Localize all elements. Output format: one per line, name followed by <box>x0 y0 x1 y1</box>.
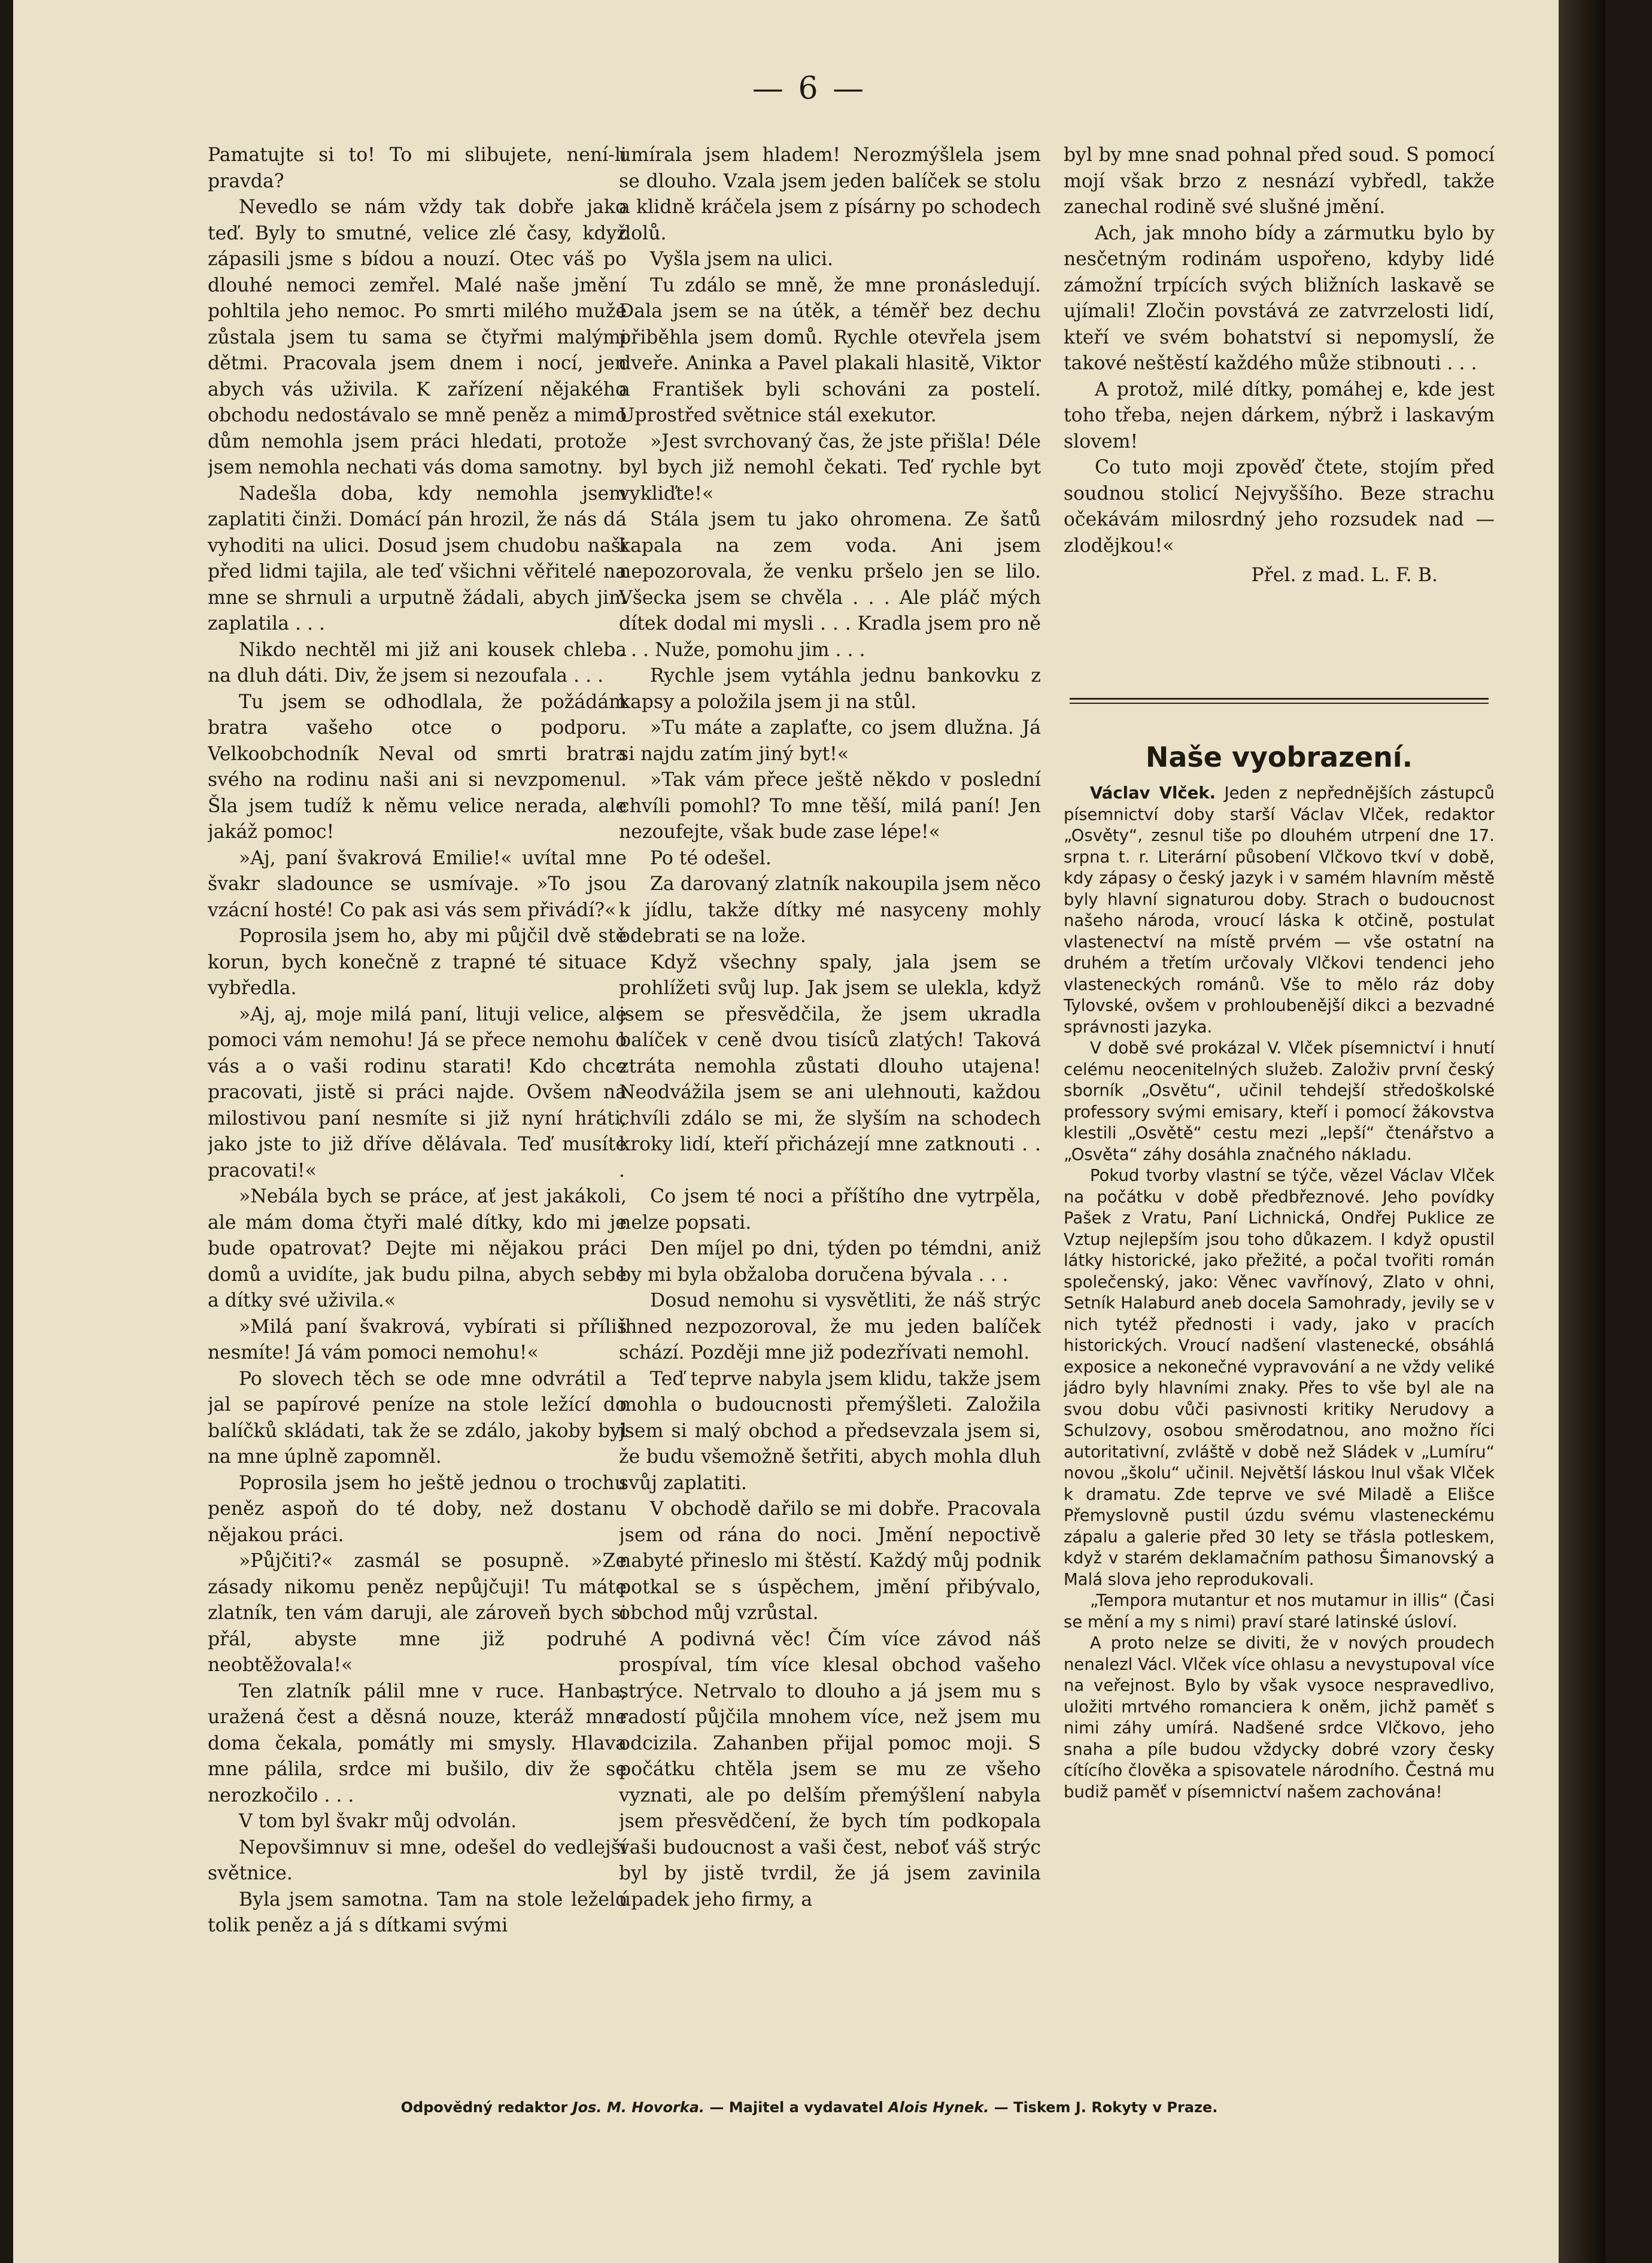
column-1 <box>208 142 627 2058</box>
footer-text: Odpovědný redaktor <box>400 2099 573 2116</box>
paragraph: A podivná věc! Čím více závod náš prospíval, tím více klesal obchod vašeho strýce. Netrvalo to dlouho a já jsem mu s radostí půjčila mnohem více, než jsem mu odcizila. Zahanben přijal pomoc moji. S počátku chtěla jsem se mu ze všeho vyznati, ale po delším přemýšlení nabyla jsem přesvědčení, že bych tím podkopala vaši budoucnost a vaši čest, neboť váš strýc byl by jistě tvrdil, že já jsem zavinila úpadek jeho firmy, a <box>619 1628 1041 1910</box>
paragraph: V tom byl švakr můj odvolán. <box>239 1811 517 1832</box>
paragraph: Nadešla doba, kdy nemohla jsem zaplatiti činži. Domácí pán hrozil, že nás dá vyhoditi na ulici. Dosud jsem chudobu naši před lidmi tajila, ale teď všichni věřitelé na mne se shrnuli a urputně žádali, abych jim zaplatila . . . <box>208 482 627 634</box>
paragraph: V obchodě dařilo se mi dobře. Pracovala jsem od rána do noci. Jmění nepoctivě nabyté přineslo mi štěstí. Každý můj podnik potkal se s úspěchem, jmění přibývalo, obchod můj vzrůstal. <box>619 1498 1041 1624</box>
editor-name: Jos. M. Hovorka. <box>572 2099 705 2116</box>
person-name: Václav Vlček. <box>1090 783 1216 803</box>
paragraph: Nikdo nechtěl mi již ani kousek chleba na dluh dáti. Div, že jsem si nezoufala . . . <box>208 639 627 687</box>
paragraph: Ten zlatník pálil mne v ruce. Hanba, uražená čest a děsná nouze, kteráž mne doma čekala, pomátly mi smysly. Hlava mne pálila, srdce mi bušilo, div že se nerozkočilo . . . <box>208 1680 627 1806</box>
publisher-name: Alois Hynek. <box>888 2099 989 2116</box>
paragraph: Po té odešel. <box>650 847 772 869</box>
newspaper-page <box>13 0 1605 2263</box>
paragraph: Rychle jsem vytáhla jednu bankovku z kapsy a položila jsem ji na stůl. <box>619 665 1041 713</box>
imprint-footer <box>13 2099 1605 2116</box>
paragraph: Den míjel po dni, týden po témdni, aniž by mi byla obžaloba doručena bývala . . . <box>619 1238 1041 1286</box>
column-2 <box>619 142 1041 2058</box>
paragraph: umírala jsem hladem! Nerozmýšlela jsem se dlouho. Vzala jsem jeden balíček se stolu a klidně kráčela jsem z písárny po schodech dolů. <box>619 144 1041 244</box>
footer-text: — Majitel a vydavatel <box>704 2099 889 2116</box>
paragraph: Tu zdálo se mně, že mne pronásledují. Dala jsem se na útěk, a téměř bez dechu přiběhla jsem domů. Rychle otevřela jsem dveře. Aninka a Pavel plakali hlasitě, Viktor a František byli schováni za postelí. Uprostřed světnice stál exekutor. <box>619 274 1041 426</box>
page-number: — 6 — <box>752 71 867 107</box>
paragraph: Co jsem té noci a příštího dne vytrpěla, nelze popsati. <box>619 1186 1041 1234</box>
paragraph: A proto nelze se diviti, že v nových proudech nenalezl Václ. Vlček více ohlasu a nevystupoval více na veřejnost. Bylo by však vysoce nespravedlivo, uložiti mrtvého romanciera k oněm, jichž paměť s nimi záhy umírá. Nadšené srdce Vlčkovo, jeho snaha a píle budou vždycky dobré vzory česky cítícího člověka a spisovatele národního. Čestná mu budiž paměť v písemnictví našem zachována! <box>1064 1633 1495 1802</box>
section-divider <box>1070 698 1489 704</box>
paragraph: Nevedlo se nám vždy tak dobře jako teď. Byly to smutné, velice zlé časy, když zápasili jsme s bídou a nouzí. Otec váš po dlouhé nemoci zemřel. Malé naše jmění pohltila jeho nemoc. Po smrti milého muže zůstala jsem tu sama se čtyřmi malými dětmi. Pracovala jsem dnem i nocí, jen abych vás uživila. K zařízení nějakého obchodu nedostávalo se mně peněz a mimo dům nemohla jsem práci hledati, protože jsem nemohla nechati vás doma samotny. <box>208 196 627 478</box>
paragraph: Za darovaný zlatník nakoupila jsem něco k jídlu, takže dítky mé nasyceny mohly odebrati se na lože. <box>619 873 1041 947</box>
paragraph: »Tu máte a zaplaťte, co jsem dlužna. Já si najdu zatím jiný byt!« <box>619 717 1041 765</box>
paragraph: »Tak vám přece ještě někdo v poslední chvíli pomohl? To mne těší, milá paní! Jen nezoufejte, však bude zase lépe!« <box>619 769 1041 843</box>
paragraph: Byla jsem samotna. Tam na stole leželo tolik peněz a já s dítkami svými <box>208 1888 627 1936</box>
paragraph: byl by mne snad pohnal před soud. S pomocí mojí však brzo z nesnází vybředl, takže zanechal rodině své slušné jmění. <box>1064 144 1495 218</box>
paragraph: „Tempora mutantur et nos mutamur in illis“ (Časi se mění a my s nimi) praví staré latinské úsloví. <box>1064 1591 1495 1632</box>
translator-signature: Přel. z mad. L. F. B. <box>1251 564 1438 586</box>
paragraph: Vyšla jsem na ulici. <box>650 248 834 270</box>
paragraph: Pokud tvorby vlastní se týče, vězel Václav Vlček na počátku v době předbřeznové. Jeho povídky Pašek z Vratu, Paní Lichnická, Ondřej Puklice ze Vztup nejlepším jsou toho důkazem. I když opustil látky historické, jako přežité, a počal tvořiti román společenský, jako: Věnec vavřínový, Zlato v ohni, Setník Halaburd aneb docela Samohrady, jevily se v nich tytéž přednosti i vady, jako v pracích historických. Vroucí nadšení vlastenecké, obsáhlá exposice a nekonečné vypravování a ne vždy veliké jádro byly hlavními znaky. Přes to vše byl ale na svou dobu vůči pasivnosti kritiky Nerudovy a Schulzovy, osobou směrodatnou, ano možno říci autoritativní, zvláště v době než Sládek v „Lumíru“ novou „školu“ učinil. Největší láskou lnul však Vlček k dramatu. Zde teprve ve své Miladě a Elišce Přemyslovně pustil úzdu svému vlasteneckému zápalu a galerie před 30 lety se třásla potleskem, když v starém deklamačním pathosu Šimanovský a Malá slova jeho reprodukovali. <box>1064 1166 1495 1589</box>
paragraph: »Půjčiti?« zasmál se posupně. »Ze zásady nikomu peněz nepůjčuji! Tu máte zlatník, ten vám daruji, ale zároveň bych si přál, abyste mne již podruhé neobtěžovala!« <box>208 1550 627 1676</box>
section-heading: Naše vyobrazení. <box>1145 741 1413 773</box>
paragraph: Tu jsem se odhodlala, že požádám bratra vašeho otce o podporu. Velkoobchodník Neval od smrti bratra svého na rodinu naši ani si nevzpomenul. Šla jsem tudíž k němu velice nerada, ale jakáž pomoc! <box>208 691 627 843</box>
paragraph-text: Jeden z nepřednějších zástupců písemnictví doby starší Václav Vlček, redaktor „Osvěty“, zesnul tiše po dlouhém utrpení dne 17. srpna t. r. Literární působení Vlčkovo tkví v době, kdy zápasy o český jazyk i v samém hlavním městě byly hlavní signaturou doby. Strach o budoucnost našeho národa, vroucí láska k otčině, postulat vlastenectví na místě prvém — vše ostatní na druhém a třetím určovaly Vlčkovi tendenci jeho vlasteneckých románů. Vše to mělo ráz doby Tylovské, ovšem v prohloubenější dikci a bezvadné správnosti jazyka. <box>1064 783 1495 1037</box>
paragraph: »Milá paní švakrová, vybírati si příliš nesmíte! Já vám pomoci nemohu!« <box>208 1316 627 1363</box>
paragraph: »Aj, paní švakrová Emilie!« uvítal mne švakr sladounce se usmívaje. »To jsou vzácní hosté! Co pak asi vás sem přivádí?« <box>208 847 627 921</box>
paragraph: Po slovech těch se ode mne odvrátil a jal se papírové peníze na stole ležící do balíčků skládati, tak že se zdálo, jakoby byl na mne úplně zapomněl. <box>208 1368 627 1468</box>
paragraph: Poprosila jsem ho, aby mi půjčil dvě stě korun, bych konečně z trapné té situace vybředla. <box>208 925 627 999</box>
paragraph: Teď teprve nabyla jsem klidu, takže jsem mohla o budoucnosti přemýšleti. Založila jsem si malý obchod a předsevzala jsem si, že budu všemožně šetřiti, abych mohla dluh svůj zaplatiti. <box>619 1368 1041 1494</box>
paragraph: Co tuto moji zpověď čtete, stojím před soudnou stolicí Nejvyššího. Beze strachu očekávám milosrdný jeho rozsudek nad — zlodějkou!« <box>1064 457 1495 557</box>
paragraph: Poprosila jsem ho ještě jednou o trochu peněz aspoň do té doby, než dostanu nějakou práci. <box>208 1472 627 1546</box>
footer-text: — Tiskem J. Rokyty v Praze. <box>989 2099 1218 2116</box>
paragraph: Stála jsem tu jako ohromena. Ze šatů kapala na zem voda. Ani jsem nepozorovala, že venku pršelo jen se lilo. Všecka jsem se chvěla . . . Ale pláč mých dítek dodal mi mysli . . . Kradla jsem pro ně . . . Nuže, pomohu jim . . . <box>619 509 1041 661</box>
paragraph: Nepovšimnuv si mne, odešel do vedlejší světnice. <box>208 1836 627 1884</box>
column-3 <box>1064 142 1495 681</box>
paragraph: »Nebála bych se práce, ať jest jakákoli, ale mám doma čtyři malé dítky, kdo mi je bude opatrovat? Dejte mi nějakou práci domů a uvidíte, jak budu pilna, abych sebe a dítky své uživila.« <box>208 1186 627 1311</box>
binding-edge <box>1559 0 1605 2263</box>
paragraph: »Jest svrchovaný čas, že jste přišla! Déle byl bych již nemohl čekati. Teď rychle byt vykliďte!« <box>619 430 1041 505</box>
paragraph: Pamatujte si to! To mi slibujete, není-li pravda? <box>208 144 627 192</box>
paragraph <box>1064 783 1495 1038</box>
paragraph: Když všechny spaly, jala jsem se prohlížeti svůj lup. Jak jsem se ulekla, když jsem se přesvědčila, že jsem ukradla balíček v ceně dvou tisíců zlatých! Taková ztráta nemohla zůstati dlouho utajena! Neodvážila jsem se ani ulehnouti, každou chvíli zdálo se mi, že slyším na schodech kroky lidí, kteří přicházejí mne zatknouti . . . <box>619 951 1041 1181</box>
paragraph: V době své prokázal V. Vlček písemnictví i hnutí celému neocenitelných služeb. Založiv první český sborník „Osvětu“, učinil tehdejší středoškolské professory svými emisary, kteří i pomocí žákovstva klestili „Osvětě“ cestu mezi „lepší“ čtenářstvo a „Osvěta“ záhy dosáhla značného nákladu. <box>1064 1038 1495 1164</box>
paragraph: Ach, jak mnoho bídy a zármutku bylo by nesčetným rodinám uspořeno, kdyby lidé zámožní trpících svých bližních laskavě se ujímali! Zločin povstává ze zatvrzelosti lidí, kteří ve svém bohatství si nepomyslí, že takové neštěstí každého může stibnouti . . . <box>1064 222 1495 374</box>
paragraph: »Aj, aj, moje milá paní, lituji velice, ale pomoci vám nemohu! Já se přece nemohu o vás a o vaši rodinu starati! Kdo chce pracovati, jistě si práci najde. Ovšem na milostivou paní nesmíte si již nyní hráti, jako jste to již dříve dělávala. Teď musíte pracovati!« <box>208 1003 627 1181</box>
paragraph: Dosud nemohu si vysvětliti, že náš strýc ihned nezpozoroval, že mu jeden balíček schází. Později mne již podezřívati nemohl. <box>619 1290 1041 1363</box>
paragraph: A protož, milé dítky, pomáhej e, kde jest toho třeba, nejen dárkem, nýbrž i laskavým slovem! <box>1064 378 1495 452</box>
article-nase-vyobrazeni <box>1064 783 1495 2082</box>
